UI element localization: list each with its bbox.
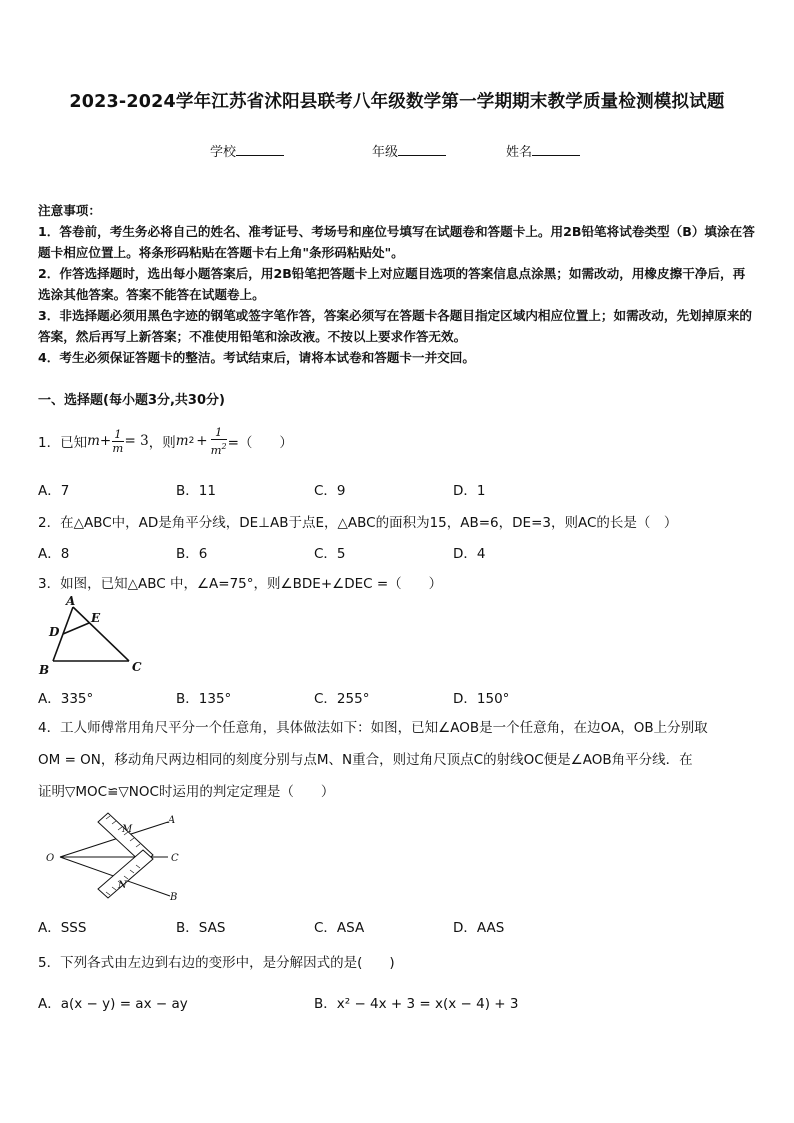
school-label: 学校 — [210, 145, 237, 160]
q1-frac2-num: 1 — [211, 426, 227, 440]
q4-option-a: A．SSS — [38, 920, 87, 936]
q3-option-a: A．335° — [38, 691, 94, 707]
q1-mid: ，则 — [148, 435, 176, 451]
q1-frac2-den-base: m — [210, 442, 222, 457]
q1-expr-plus: + — [196, 433, 208, 449]
q1-prefix: 1．已知 — [38, 435, 88, 451]
q3-option-c: C．255° — [314, 691, 370, 707]
q4-label-c: C — [171, 853, 179, 864]
q4-label-m: M — [122, 824, 133, 835]
question-1 — [38, 424, 293, 458]
q4-label-a: A — [168, 815, 176, 826]
q3-label-c: C — [132, 660, 142, 674]
q1-option-c: C．9 — [314, 483, 346, 499]
q1-frac2-den — [211, 440, 227, 457]
q5-option-a: A．a(x − y) = ax − ay — [38, 996, 188, 1012]
q2-option-b: B．6 — [176, 546, 208, 562]
q4-angle-ruler-figure — [36, 808, 196, 908]
q1-frac1-num: 1 — [114, 426, 122, 441]
q2-option-a: A．8 — [38, 546, 70, 562]
q4-option-b: B．SAS — [176, 920, 226, 936]
note-item-3: 3．非选择题必须用黑色字迹的钢笔或签字笔作答，答案必须写在答题卡各题目指定区域内相应位置上；如需改动，先划掉原来的答案，然后再写上新答案；不准使用铅笔和涂改液。不按以上要求作答无效。 — [38, 308, 753, 344]
section-heading: 一、选择题(每小题3分,共30分) — [38, 393, 225, 408]
notes-heading: 注意事项： — [38, 203, 101, 218]
question-3: 3．如图，已知△ABC 中，∠A=75°，则∠BDE+∠DEC =（ ） — [38, 576, 443, 592]
q4-line-2: OM = ON，移动角尺两边相同的刻度分别与点M、N重合，则过角尺顶点C的射线OC便是∠AOB角平分线．在 — [38, 752, 693, 768]
q3-label-a: A — [66, 594, 76, 608]
q1-expr-rhs: =（ ） — [227, 435, 293, 451]
q2-option-c: C．5 — [314, 546, 346, 562]
q1-option-a: A．7 — [38, 483, 70, 499]
q1-option-b: B．11 — [176, 483, 216, 499]
q1-cond-rhs: = 3 — [124, 433, 149, 449]
q1-frac2 — [211, 426, 227, 457]
q3-side-ac — [73, 607, 129, 661]
note-item-2: 2．作答选择题时，选出每小题答案后，用2B铅笔把答题卡上对应题目选项的答案信息点涂黑；如需改动，用橡皮擦干净后，再选涂其他答案。答案不能答在试题卷上。 — [38, 266, 746, 302]
q3-triangle-figure — [36, 592, 148, 680]
notes-block — [38, 200, 756, 368]
name-label: 姓名 — [506, 145, 533, 160]
q1-frac1 — [112, 428, 123, 455]
q3-label-d: D — [49, 625, 60, 639]
q1-expr-lhs: m — [175, 433, 189, 449]
name-field — [506, 141, 580, 160]
school-blank — [236, 143, 284, 156]
q1-expr-sup: 2 — [188, 436, 195, 446]
q4-label-o: O — [46, 853, 55, 864]
grade-blank — [398, 143, 446, 156]
q4-option-c: C．ASA — [314, 920, 365, 936]
q3-option-b: B．135° — [176, 691, 232, 707]
q5-option-b: B．x² − 4x + 3 = x(x − 4) + 3 — [314, 996, 519, 1012]
grade-label: 年级 — [372, 145, 399, 160]
question-2: 2．在△ABC中，AD是角平分线，DE⊥AB于点E，△ABC的面积为15，AB=6，DE=3，则AC的长是（ ） — [38, 515, 678, 531]
q1-frac1-den: m — [112, 440, 124, 455]
q3-label-e: E — [91, 611, 101, 625]
q4-option-d: D．AAS — [453, 920, 505, 936]
q1-option-d: D．1 — [453, 483, 486, 499]
q1-cond-lhs: m+ — [87, 433, 112, 449]
grade-field — [372, 141, 446, 160]
question-4 — [38, 712, 758, 808]
q3-option-d: D．150° — [453, 691, 510, 707]
q1-frac2-den-sup: 2 — [221, 441, 227, 451]
q4-label-b: B — [170, 892, 178, 903]
name-blank — [532, 143, 580, 156]
q2-option-d: D．4 — [453, 546, 486, 562]
q4-line-1: 4．工人师傅常用角尺平分一个任意角，具体做法如下：如图，已知∠AOB是一个任意角，在边OA，OB上分别取 — [38, 720, 708, 736]
note-item-4: 4．考生必须保证答题卡的整洁。考试结束后，请将本试卷和答题卡一并交回。 — [38, 350, 475, 365]
q4-label-n: N — [118, 880, 127, 891]
q3-label-b: B — [39, 663, 50, 677]
question-5: 5．下列各式由左边到右边的变形中，是分解因式的是( ) — [38, 955, 395, 971]
page-title: 2023-2024学年江苏省沭阳县联考八年级数学第一学期期末教学质量检测模拟试题 — [69, 92, 725, 112]
note-item-1: 1．答卷前，考生务必将自己的姓名、准考证号、考场号和座位号填写在试题卷和答题卡上。用2B铅笔将试卷类型（B）填涂在答题卡相应位置上。将条形码粘贴在答题卡右上角"条形码粘贴处"。 — [38, 224, 755, 260]
q4-line-3: 证明▽MOC≌▽NOC时运用的判定定理是（ ） — [38, 784, 335, 800]
school-field — [210, 141, 284, 160]
